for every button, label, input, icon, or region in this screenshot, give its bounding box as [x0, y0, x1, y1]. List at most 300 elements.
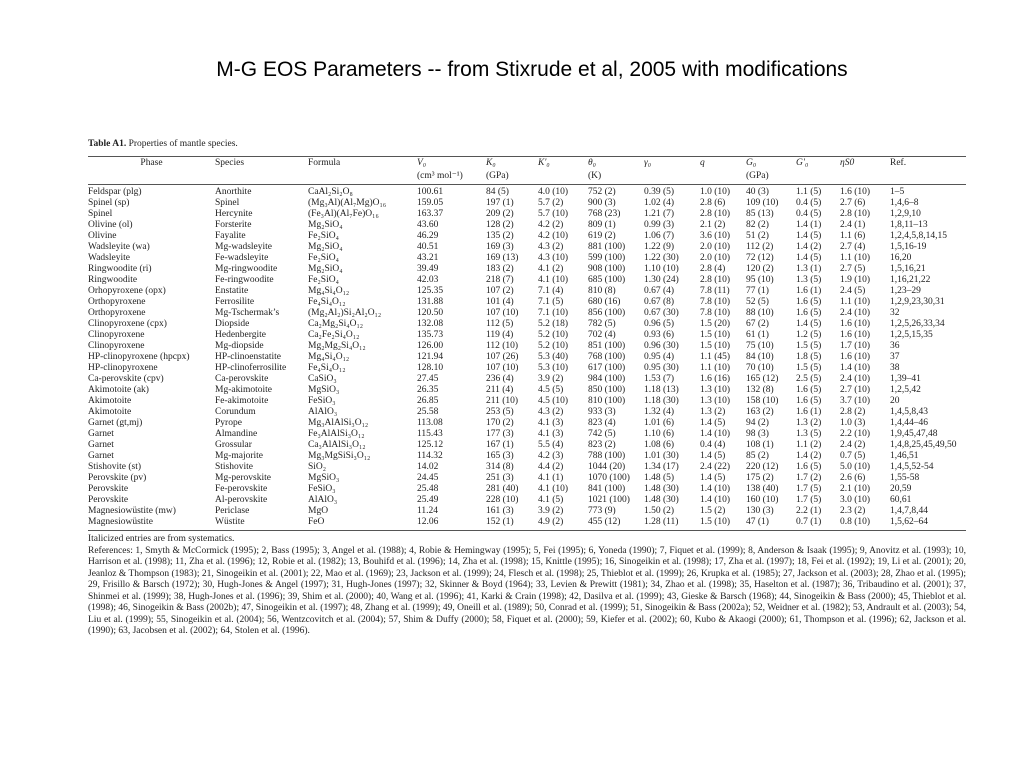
- table-cell: 4.1 (3): [538, 429, 564, 439]
- table-cell: Mg-Tschermak’s: [215, 308, 280, 318]
- table-cell: Feldspar (plg): [88, 187, 142, 197]
- table-cell: 1,2,5,26,33,34: [890, 319, 945, 329]
- table-cell: HP-clinopyroxene: [88, 363, 158, 373]
- table-cell: 1.48 (30): [644, 495, 679, 505]
- table-cell: 2.8 (2): [840, 407, 866, 417]
- table-cell: Orthopyroxene: [88, 297, 146, 307]
- table-cell: Ca₃AlAlSi₃O₁₂: [308, 440, 366, 450]
- table-cell: 0.99 (3): [644, 220, 675, 230]
- table-cell: 1,4,5,8,43: [890, 407, 928, 417]
- table-cell: 112 (2): [746, 242, 774, 252]
- table-cell: 2.1 (2): [700, 220, 726, 230]
- table-cell: 115.43: [417, 429, 443, 439]
- table-cell: 107 (2): [486, 286, 514, 296]
- table-cell: Corundum: [215, 407, 256, 417]
- table-cell: 1.02 (4): [644, 198, 675, 208]
- table-cell: 1.5 (10): [700, 330, 731, 340]
- header-k0: K₀: [486, 157, 538, 171]
- table-cell: 1.1 (10): [840, 253, 871, 263]
- table-cell: 0.4 (4): [700, 440, 726, 450]
- table-cell: 1,46,51: [890, 451, 919, 461]
- table-cell: 1.5 (10): [700, 517, 746, 531]
- table-cell: Wüstite: [215, 517, 308, 531]
- table-row: [88, 185, 966, 199]
- table-cell: 851 (100): [588, 341, 626, 351]
- table-cell: 112 (5): [486, 319, 514, 329]
- table-cell: 1070 (100): [588, 473, 630, 483]
- header-v0-unit: (cm³ mol⁻¹): [417, 170, 486, 185]
- table-cell: 37: [890, 352, 900, 362]
- table-cell: 60,61: [890, 495, 912, 505]
- table-cell: (Mg₃Al)(Al₇Mg)O₁₆: [308, 198, 387, 208]
- table-cell: Clinopyroxene: [88, 341, 145, 351]
- header-species: Species: [215, 157, 308, 171]
- table-row: [88, 385, 966, 396]
- table-cell: 0.67 (8): [644, 297, 675, 307]
- table-cell: 1.4 (5): [700, 418, 726, 428]
- table-cell: 128 (2): [486, 220, 514, 230]
- table-cell: 1.22 (9): [644, 242, 675, 252]
- table-body: [88, 185, 966, 531]
- table-cell: 2.0 (10): [700, 242, 731, 252]
- table-cell: 1.28 (11): [644, 517, 700, 531]
- table-cell: 39.49: [417, 264, 439, 274]
- table-cell: 782 (5): [588, 319, 616, 329]
- table-cell: 1.6 (1): [796, 407, 822, 417]
- table-cell: (Mg₂Al₂)Si₂Al₂O₁₂: [308, 308, 382, 318]
- table-cell: 1.0 (10): [700, 187, 731, 197]
- table-cell: 88 (10): [746, 308, 774, 318]
- table-cell: 4.1 (5): [538, 495, 564, 505]
- header-k0-unit: (GPa): [486, 170, 538, 185]
- table-cell: 43.21: [417, 253, 439, 263]
- table-cell: 5.0 (10): [840, 462, 871, 472]
- table-cell: Mg₄Si₄O₁₂: [308, 352, 350, 362]
- table-cell: Garnet: [88, 429, 114, 439]
- table-cell: 32: [890, 308, 900, 318]
- table-cell: 125.12: [417, 440, 444, 450]
- table-cell: Wadsleyite: [88, 253, 130, 263]
- table-cell: 1.1 (45): [700, 352, 731, 362]
- table-cell: 236 (4): [486, 374, 514, 384]
- table-cell: 26.35: [417, 385, 439, 395]
- table-cell: 1,5,16-19: [890, 242, 927, 252]
- table-cell: FeSiO₃: [308, 396, 336, 406]
- table-cell: 314 (8): [486, 462, 514, 472]
- table-row: [88, 319, 966, 330]
- table-cell: Hedenbergite: [215, 330, 266, 340]
- table-cell: 1.4 (5): [796, 253, 822, 263]
- table-cell: 20,59: [890, 484, 912, 494]
- table-cell: 823 (2): [588, 440, 616, 450]
- table-cell: 109 (10): [746, 198, 779, 208]
- table-cell: 161 (3): [486, 506, 514, 516]
- table-cell: Ca-perovskite: [215, 374, 269, 384]
- header-v0: V₀: [417, 157, 486, 171]
- table-cell: 1,23–29: [890, 286, 921, 296]
- table-cell: 1.6 (5): [796, 297, 822, 307]
- table-cell: 169 (3): [486, 242, 514, 252]
- table-cell: 5.2 (10): [538, 341, 569, 351]
- table-cell: Hercynite: [215, 209, 253, 219]
- table-cell: 1.7 (2): [796, 473, 822, 483]
- table-cell: 158 (10): [746, 396, 779, 406]
- header-q: q: [700, 157, 746, 171]
- table-cell: 135.73: [417, 330, 444, 340]
- table-row: [88, 264, 966, 275]
- table-cell: 1.5 (5): [796, 363, 822, 373]
- table-cell: 881 (100): [588, 242, 626, 252]
- table-cell: 1.4 (5): [796, 319, 822, 329]
- table-cell: 47 (1): [746, 517, 796, 531]
- table-cell: Fe₃AlAlSi₃O₁₂: [308, 429, 365, 439]
- table-cell: Spinel: [88, 209, 113, 219]
- table-cell: 1.7 (5): [796, 495, 822, 505]
- table-cell: 1.1 (10): [700, 363, 731, 373]
- table-cell: 165 (12): [746, 374, 779, 384]
- table-cell: 933 (3): [588, 407, 616, 417]
- table-cell: 135 (2): [486, 231, 514, 241]
- table-cell: 163 (2): [746, 407, 774, 417]
- table-cell: 218 (7): [486, 275, 514, 285]
- table-row: [88, 330, 966, 341]
- table-cell: HP-clinopyroxene (hpcpx): [88, 352, 190, 362]
- table-cell: Fe₂SiO₄: [308, 231, 339, 241]
- table-cell: 2.8 (10): [700, 275, 731, 285]
- table-cell: Grossular: [215, 440, 252, 450]
- table-cell: 2.4 (5): [840, 286, 866, 296]
- table-cell: 51 (2): [746, 231, 769, 241]
- table-cell: Garnet: [88, 440, 114, 450]
- table-cell: 1,4,7,8,44: [890, 506, 928, 516]
- table-cell: 167 (1): [486, 440, 514, 450]
- table-notes: [88, 534, 966, 638]
- table-cell: 2.1 (10): [840, 484, 871, 494]
- table-cell: 1.4 (2): [796, 451, 822, 461]
- table-cell: 5.3 (10): [538, 363, 569, 373]
- table-row: [88, 374, 966, 385]
- table-cell: 40.51: [417, 242, 439, 252]
- table-cell: 788 (100): [588, 451, 626, 461]
- table-cell: Clinopyroxene (cpx): [88, 319, 167, 329]
- table-cell: Garnet (gt,mj): [88, 418, 143, 428]
- table-cell: 40 (3): [746, 187, 769, 197]
- table-cell: 36: [890, 341, 900, 351]
- table-cell: 228 (10): [486, 495, 519, 505]
- table-cell: 75 (10): [746, 341, 774, 351]
- table-cell: 132.08: [417, 319, 444, 329]
- table-cell: Ringwoodite: [88, 275, 138, 285]
- table-cell: Wadsleyite (wa): [88, 242, 150, 252]
- table-cell: 1.3 (10): [700, 396, 731, 406]
- table-cell: 1.4 (2): [796, 242, 822, 252]
- header-g0: G₀: [746, 157, 796, 171]
- table-cell: 7.8 (11): [700, 286, 730, 296]
- table-cell: 119 (4): [486, 330, 514, 340]
- table-cell: 14.02: [417, 462, 439, 472]
- table-cell: 1,5,62–64: [890, 517, 966, 531]
- table-cell: 170 (2): [486, 418, 514, 428]
- table-cell: 1,4,44–46: [890, 418, 928, 428]
- table-cell: 160 (10): [746, 495, 779, 505]
- table-cell: 1,2,9,23,30,31: [890, 297, 945, 307]
- table-cell: Forsterite: [215, 220, 252, 230]
- table-cell: Akimotoite: [88, 396, 132, 406]
- table-cell: 253 (5): [486, 407, 514, 417]
- table-cell: Mg-ringwoodite: [215, 264, 278, 274]
- table-cell: 1.01 (6): [644, 418, 675, 428]
- table-cell: 1,2,4,5,8,14,15: [890, 231, 947, 241]
- table-cell: 152 (1): [486, 517, 538, 531]
- table-cell: 165 (3): [486, 451, 514, 461]
- table-cell: 2.6 (6): [840, 473, 866, 483]
- table-cell: 1044 (20): [588, 462, 626, 472]
- table-cell: 4.0 (10): [538, 187, 569, 197]
- table-cell: 1.22 (30): [644, 253, 679, 263]
- table-cell: 5.3 (40): [538, 352, 569, 362]
- table-cell: Fe₄Si₄O₁₂: [308, 363, 346, 373]
- table-cell: 810 (100): [588, 396, 626, 406]
- table-row: [88, 308, 966, 319]
- table-row: [88, 407, 966, 418]
- table-cell: 126.00: [417, 341, 444, 351]
- table-cell: Enstatite: [215, 286, 249, 296]
- slide-title: M-G EOS Parameters -- from Stixrude et al, 2005 with modifications: [216, 58, 848, 81]
- header-ref: Ref.: [890, 157, 966, 171]
- table-row: [88, 341, 966, 352]
- table-cell: 1.6 (10): [840, 330, 871, 340]
- table-cell: 4.1 (1): [538, 473, 564, 483]
- table-cell: 3.6 (10): [700, 231, 731, 241]
- table-cell: 25.48: [417, 484, 439, 494]
- table-cell: 0.96 (5): [644, 319, 675, 329]
- table-cell: 7.1 (5): [538, 297, 564, 307]
- table-cell: 3.0 (10): [840, 495, 871, 505]
- table-cell: 3.9 (2): [538, 374, 564, 384]
- table-cell: 0.67 (4): [644, 286, 675, 296]
- header-theta0-unit: (K): [588, 170, 644, 185]
- table-cell: 1.8 (5): [796, 352, 822, 362]
- table-cell: 112 (10): [486, 341, 519, 351]
- table-cell: 617 (100): [588, 363, 626, 373]
- table-cell: 251 (3): [486, 473, 514, 483]
- table-cell: 25.58: [417, 407, 439, 417]
- header-g0-unit: (GPa): [746, 170, 796, 185]
- table-cell: Mg₂SiO₄: [308, 264, 343, 274]
- table-cell: 2.7 (4): [840, 242, 866, 252]
- table-cell: 0.4 (5): [796, 209, 822, 219]
- header-g0-prime: G′₀: [796, 157, 840, 171]
- table-cell: 2.4 (1): [840, 220, 866, 230]
- header-formula: Formula: [308, 157, 417, 171]
- table-cell: 11.24: [417, 506, 439, 516]
- table-cell: CaSiO₃: [308, 374, 337, 384]
- table-cell: 1.6 (5): [796, 308, 822, 318]
- table-cell: 1,4,6–8: [890, 198, 919, 208]
- table-cell: 1.6 (16): [700, 374, 731, 384]
- table-row: [88, 275, 966, 286]
- table-cell: Mg-wadsleyite: [215, 242, 272, 252]
- table-row: [88, 517, 966, 531]
- table-cell: 1.3 (5): [796, 429, 822, 439]
- table-cell: Mg₃MgSiSi₃O₁₂: [308, 451, 371, 461]
- table-cell: Spinel: [215, 198, 240, 208]
- table-row: [88, 231, 966, 242]
- table-cell: 773 (9): [588, 506, 616, 516]
- table-cell: 72 (12): [746, 253, 774, 263]
- table-cell: 2.2 (1): [796, 506, 822, 516]
- table-cell: 1,4,8,25,45,49,50: [890, 440, 957, 450]
- table-cell: 0.93 (6): [644, 330, 675, 340]
- table-cell: HP-clinoferrosilite: [215, 363, 287, 373]
- table-cell: 1.6 (10): [840, 319, 871, 329]
- table-cell: 7.1 (10): [538, 308, 569, 318]
- table-cell: 2.8 (10): [840, 209, 871, 219]
- table-cell: 46.29: [417, 231, 439, 241]
- table-cell: Perovskite: [88, 495, 129, 505]
- table-cell: 455 (12): [588, 517, 644, 531]
- table-cell: 2.8 (10): [700, 209, 731, 219]
- table-cell: 856 (100): [588, 308, 626, 318]
- header-eta-s0: ηS0: [840, 157, 890, 171]
- table-row: [88, 418, 966, 429]
- table-cell: 0.96 (30): [644, 341, 679, 351]
- table-cell: 4.9 (2): [538, 517, 588, 531]
- table-cell: 1.9 (10): [840, 275, 871, 285]
- table-cell: Olivine (ol): [88, 220, 133, 230]
- table-cell: Perovskite (pv): [88, 473, 147, 483]
- table-row: [88, 440, 966, 451]
- table-cell: 2.8 (4): [700, 264, 726, 274]
- table-cell: 114.32: [417, 451, 443, 461]
- table-cell: Stishovite: [215, 462, 254, 472]
- table-cell: Orhopyroxene (opx): [88, 286, 166, 296]
- table-cell: 1.08 (6): [644, 440, 675, 450]
- table-cell: 94 (2): [746, 418, 769, 428]
- table-cell: 619 (2): [588, 231, 616, 241]
- table-cell: 1.32 (4): [644, 407, 675, 417]
- table-cell: 1.3 (5): [796, 275, 822, 285]
- table-cell: 0.67 (30): [644, 308, 679, 318]
- table-cell: 5.5 (4): [538, 440, 564, 450]
- table-cell: Fe-ringwoodite: [215, 275, 274, 285]
- table-cell: FeSiO₃: [308, 484, 336, 494]
- table-row: [88, 396, 966, 407]
- table-cell: 4.1 (3): [538, 418, 564, 428]
- table-cell: MgSiO₃: [308, 385, 340, 395]
- table-row: [88, 451, 966, 462]
- table-cell: 159.05: [417, 198, 444, 208]
- table-cell: Spinel (sp): [88, 198, 130, 208]
- table-cell: 1.18 (13): [644, 385, 679, 395]
- table-cell: 25.49: [417, 495, 439, 505]
- table-cell: 211 (4): [486, 385, 514, 395]
- table-row: [88, 363, 966, 374]
- table-cell: Ca-perovskite (cpv): [88, 374, 164, 384]
- table-cell: 138 (40): [746, 484, 779, 494]
- table-cell: 2.4 (2): [840, 440, 866, 450]
- table-row: [88, 286, 966, 297]
- table-cell: 680 (16): [588, 297, 621, 307]
- header-phase: Phase: [88, 157, 215, 171]
- table-cell: 107 (10): [486, 308, 519, 318]
- table-cell: AlAlO₃: [308, 495, 338, 505]
- table-cell: Mg₃AlAlSi₃O₁₂: [308, 418, 369, 428]
- table-cell: Magnesiowüstite: [88, 517, 215, 531]
- table-cell: Periclase: [215, 506, 250, 516]
- table-cell: 1.3 (10): [700, 385, 731, 395]
- table-row: [88, 198, 966, 209]
- table-cell: 1.10 (10): [644, 264, 679, 274]
- table-cell: 0.8 (10): [840, 517, 890, 531]
- table-cell: 84 (5): [486, 187, 509, 197]
- table-cell: Almandine: [215, 429, 258, 439]
- table-cell: 900 (3): [588, 198, 616, 208]
- table-cell: 38: [890, 363, 900, 373]
- table-cell: 1.4 (5): [700, 451, 726, 461]
- table-cell: 113.08: [417, 418, 443, 428]
- table-cell: 1.6 (10): [840, 352, 871, 362]
- table-cell: 1.2 (5): [796, 330, 822, 340]
- table-row: [88, 220, 966, 231]
- table-cell: Mg-diopside: [215, 341, 264, 351]
- italic-note: Italicized entries are from systematics.: [88, 534, 235, 544]
- table-row: [88, 297, 966, 308]
- table-cell: 1.4 (10): [700, 484, 731, 494]
- table-caption-label: Table A1.: [88, 139, 127, 149]
- table-cell: 125.35: [417, 286, 444, 296]
- table-cell: 1.3 (1): [796, 264, 822, 274]
- header-k0-prime: K′₀: [538, 157, 588, 171]
- table-cell: Olivine: [88, 231, 117, 241]
- table-cell: 2.4 (10): [840, 308, 871, 318]
- table-cell: 82 (2): [746, 220, 769, 230]
- table-cell: 1.53 (7): [644, 374, 675, 384]
- table-cell: 4.2 (2): [538, 220, 564, 230]
- table-cell: 908 (100): [588, 264, 626, 274]
- table-cell: 1.21 (7): [644, 209, 675, 219]
- table-cell: 841 (100): [588, 484, 626, 494]
- table-cell: 0.7 (5): [840, 451, 866, 461]
- table-cell: 5.2 (18): [538, 319, 569, 329]
- table-cell: 1,5,16,21: [890, 264, 926, 274]
- table-cell: 1.6 (5): [796, 462, 822, 472]
- table-cell: 27.45: [417, 374, 439, 384]
- table-cell: 0.95 (4): [644, 352, 675, 362]
- table-cell: Ferrosilite: [215, 297, 255, 307]
- table-cell: Fayalite: [215, 231, 246, 241]
- table-cell: Anorthite: [215, 187, 252, 197]
- table-cell: 100.61: [417, 187, 444, 197]
- table-caption: [88, 139, 966, 152]
- table-row: [88, 209, 966, 220]
- table-cell: Mg₄Si₄O₁₂: [308, 286, 350, 296]
- table-cell: 95 (10): [746, 275, 774, 285]
- table-cell: MgSiO₃: [308, 473, 340, 483]
- table-cell: 1.34 (17): [644, 462, 679, 472]
- table-cell: 197 (1): [486, 198, 514, 208]
- table-cell: 67 (2): [746, 319, 769, 329]
- table-cell: Mg-majorite: [215, 451, 264, 461]
- table-cell: 4.1 (2): [538, 264, 564, 274]
- table-row: [88, 495, 966, 506]
- table-cell: Akimotoite: [88, 407, 132, 417]
- table-cell: Al-perovskite: [215, 495, 268, 505]
- table-cell: 1.6 (5): [796, 385, 822, 395]
- table-cell: 1.1 (10): [840, 297, 871, 307]
- table-cell: 1,9,45,47,48: [890, 429, 938, 439]
- header-theta0: θ₀: [588, 157, 644, 171]
